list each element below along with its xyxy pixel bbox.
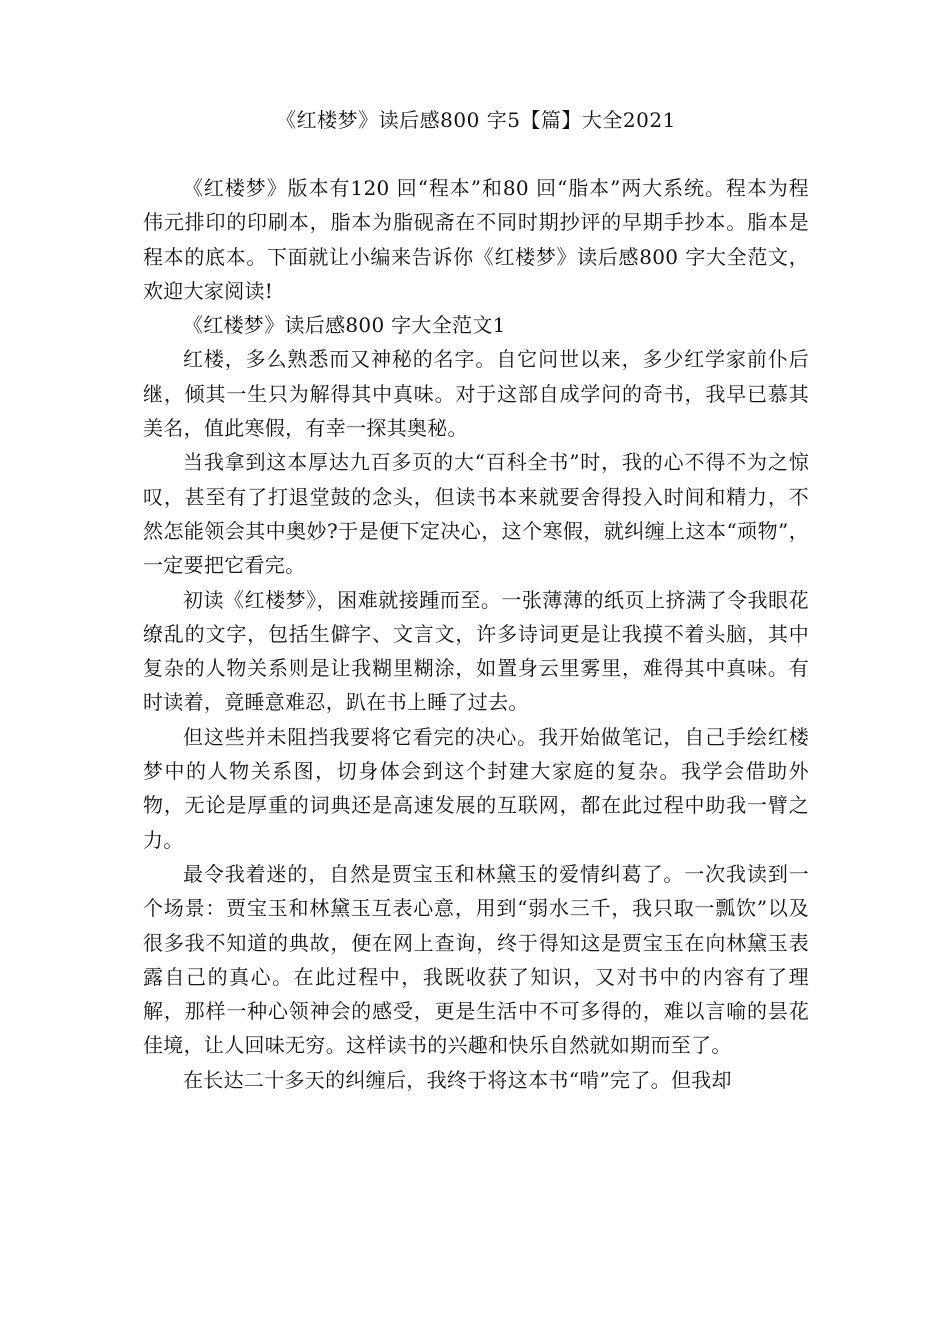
paragraph: 但这些并未阻挡我要将它看完的决心。我开始做笔记，自己手绘红楼梦中的人物关系图，切身体会到这个封建大家庭的复杂。我学会借助外物，无论是厚重的词典还是高速发展的互联网，都在此过程中助我一臂之力。 [143,724,809,852]
document-page [143,103,809,1097]
paragraph-section-heading: 《红楼梦》读后感800 字大全范文1 [183,313,506,338]
paragraph: 在长达二十多天的纠缠后，我终于将这本书“啃”完了。但我却 [183,1067,732,1092]
paragraph: 最令我着迷的，自然是贾宝玉和林黛玉的爱情纠葛了。一次我读到一个场景：贾宝玉和林黛玉互表心意，用到“弱水三千，我只取一瓢饮”以及很多我不知道的典故，便在网上查询，终于得知这是贾宝玉在向林黛玉表露自己的真心。在此过程中，我既收获了知识，又对书中的内容有了理解，那样一种心领神会的感受，更是生活中不可多得的，难以言喻的昙花佳境，让人回味无穷。这样读书的兴趣和快乐自然就如期而至了。 [143,861,809,1058]
paragraph: 红楼，多么熟悉而又神秘的名字。自它问世以来，多少红学家前仆后继，倾其一生只为解得其中真味。对于这部自成学问的奇书，我早已慕其美名，值此寒假，有幸一探其奥秘。 [143,347,809,441]
paragraph: 初读《红楼梦》，困难就接踵而至。一张薄薄的纸页上挤满了令我眼花缭乱的文字，包括生僻字、文言文，许多诗词更是让我摸不着头脑，其中复杂的人物关系则是让我糊里糊涂，如置身云里雾里，难得其中真味。有时读着，竟睡意难忍，趴在书上睡了过去。 [143,587,809,715]
paragraph: 当我拿到这本厚达九百多页的大“百科全书”时，我的心不得不为之惊叹，甚至有了打退堂鼓的念头，但读书本来就要舍得投入时间和精力，不然怎能领会其中奥妙?于是便下定决心，这个寒假，就纠缠上这本“顽物”，一定要把它看完。 [143,450,809,578]
paragraph-intro: 《红楼梦》版本有120 回“程本”和80 回“脂本”两大系统。程本为程伟元排印的印刷本，脂本为脂砚斋在不同时期抄评的早期手抄本。脂本是程本的底本。下面就让小编来告诉你《红楼梦》读后感800 字大全范文，欢迎大家阅读! [143,176,809,303]
document-title: 《红楼梦》读后感800 字5【篇】大全2021 [276,108,676,132]
